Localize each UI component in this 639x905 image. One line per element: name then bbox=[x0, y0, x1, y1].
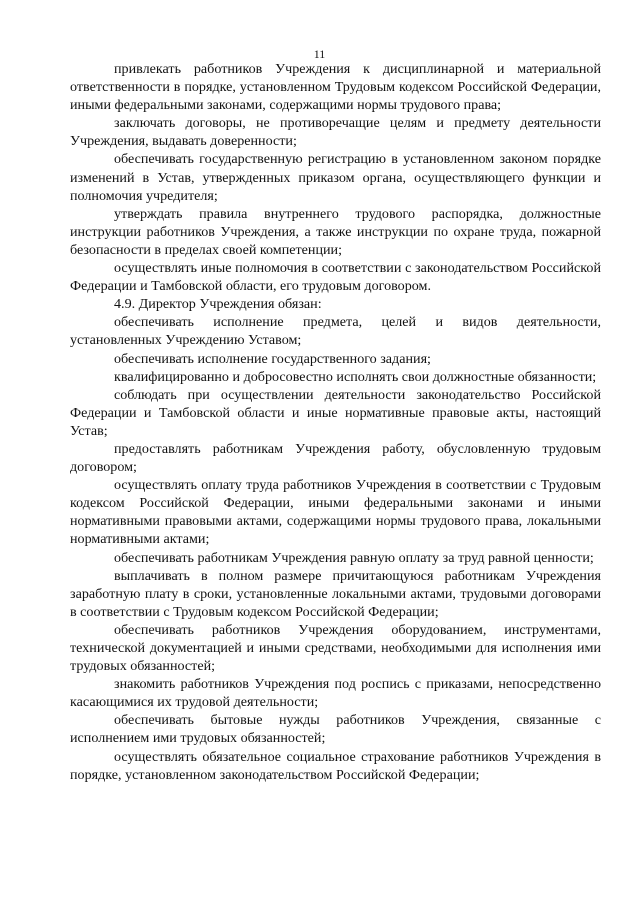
paragraph: выплачивать в полном размере причитающуюся работникам Учреждения заработную плату в сроки, установленные локальными актами, трудовыми договорами в соответствии с Трудовым кодексом Российской Федерации; bbox=[70, 567, 601, 620]
paragraph: обеспечивать исполнение предмета, целей и видов деятельности, установленных Учреждению Уставом; bbox=[70, 314, 601, 349]
paragraph: осуществлять обязательное социальное страхование работников Учреждения в порядке, установленном законодательством Российской Федерации; bbox=[70, 748, 601, 783]
paragraph: обеспечивать бытовые нужды работников Учреждения, связанные с исполнением ими трудовых обязанностей; bbox=[70, 712, 601, 747]
paragraph: заключать договоры, не противоречащие целям и предмету деятельности Учреждения, выдавать доверенности; bbox=[70, 115, 601, 150]
paragraph: обеспечивать работникам Учреждения равную оплату за труд равной ценности; bbox=[114, 549, 594, 566]
paragraph: предоставлять работникам Учреждения работу, обусловленную трудовым договором; bbox=[70, 440, 601, 476]
paragraph: осуществлять оплату труда работников Учреждения в соответствии с Трудовым кодексом Российской Федерации, иными федеральными законами и иными нормативными правовыми актами, содержащими нормы трудового права, локальными нормативными актами; bbox=[70, 477, 601, 548]
paragraph: обеспечивать работников Учреждения оборудованием, инструментами, технической документацией и иными средствами, необходимыми для исполнения ими трудовых обязанностей; bbox=[70, 621, 601, 675]
document-body bbox=[70, 60, 601, 784]
paragraph: осуществлять иные полномочия в соответствии с законодательством Российской Федерации и Тамбовской области, его трудовым договором. bbox=[70, 260, 601, 295]
paragraph: соблюдать при осуществлении деятельности законодательство Российской Федерации и Тамбовской области и иные нормативные правовые акты, настоящий Устав; bbox=[70, 386, 601, 439]
paragraph: квалифицированно и добросовестно исполнять свои должностные обязанности; bbox=[114, 368, 597, 385]
page-number: 11 bbox=[313, 47, 326, 61]
section-heading: 4.9. Директор Учреждения обязан: bbox=[114, 296, 322, 313]
paragraph: обеспечивать государственную регистрацию в установленном законом порядке изменений в Устав, утвержденных приказом органа, осуществляющего функции и полномочия учредителя; bbox=[70, 151, 601, 204]
paragraph: привлекать работников Учреждения к дисциплинарной и материальной ответственности в порядке, установленном Трудовым кодексом Российской Федерации, иными федеральными законами, содержащими нормы трудового права; bbox=[70, 61, 601, 114]
paragraph: утверждать правила внутреннего трудового распорядка, должностные инструкции работников Учреждения, а также инструкции по охране труда, пожарной безопасности в пределах своей компетенции; bbox=[70, 205, 601, 258]
paragraph: знакомить работников Учреждения под роспись с приказами, непосредственно касающимися их трудовой деятельности; bbox=[70, 676, 601, 711]
paragraph: обеспечивать исполнение государственного задания; bbox=[114, 350, 431, 367]
